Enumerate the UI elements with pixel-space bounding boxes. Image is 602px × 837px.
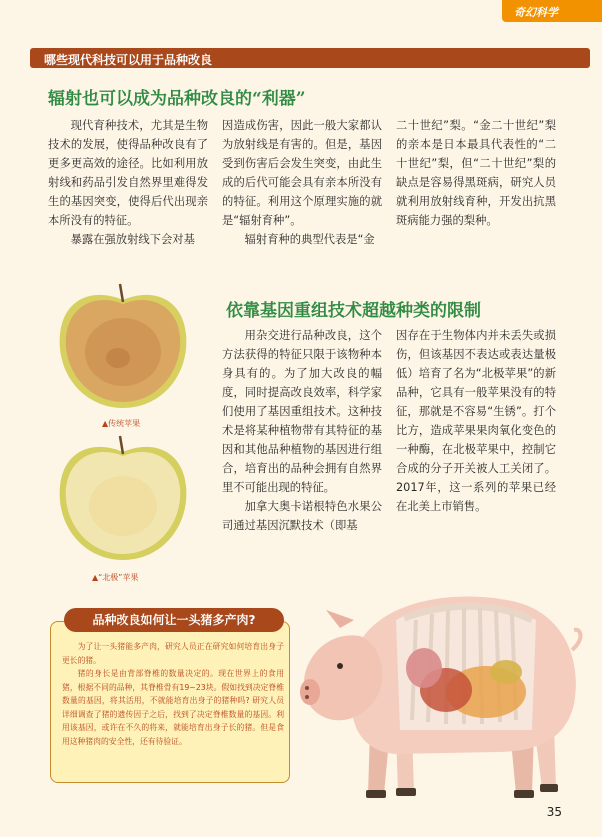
article1-title: 辐射也可以成为品种改良的“利器” (48, 89, 306, 109)
pig-sidebar-text (62, 640, 284, 748)
paragraph: 猪的身长是由背部脊椎的数量决定的。现在世界上的食用猪，根据不同的品种，其脊椎骨有19~23块。假如找到决定脊椎数量的基因，将其活用，不就能培育出身子的猪种吗? 研究人员详细调查了猪的遗传因子之后，找到了决定脊椎数量的基因。利用该基因，或许在不久的将来，就能培育出身子长的猪。但是食用这种猪肉的安全性，还有待验证。 (62, 669, 284, 746)
brand-tab (502, 0, 602, 22)
section-title: 哪些现代科技可以用于品种改良 (44, 53, 213, 67)
arctic-apple-image (56, 434, 190, 564)
arctic-apple-caption: ▲“北极”苹果 (92, 573, 139, 582)
page-number: 35 (546, 805, 562, 819)
paragraph: 现代育种技术，尤其是生物技术的发展，使得品种改良有了更多更高效的途径。比如利用放射线和药品引发自然界里难得发生的基因突变，使得后代出现亲本所没有的特征。 (48, 119, 208, 227)
paragraph: 二十世纪”梨。“金二十世纪”梨的亲本是日本最具代表性的“二十世纪”梨，但“二十世纪”梨的缺点是容易得黑斑病，研究人员就利用放射线育种，开发出抗黑斑病能力强的梨种。 (396, 119, 556, 227)
article2-column-1 (222, 326, 382, 535)
paragraph: 因存在于生物体内并未丢失或损伤，但该基因不表达或表达量极低）培育了名为“北极苹果”的新品种，它具有一般苹果没有的特征，那就是不容易“生锈”。打个比方，造成苹果果肉氧化变色的一种酶，在北极苹果中，控制它合成的分子开关被人工关闭了。2017年，这一系列的苹果已经在北美上市销售。 (396, 329, 556, 513)
paragraph: 用杂交进行品种改良，这个方法获得的特征只限于该物种本身具有的。为了加大改良的幅度，同时提高改良效率，科学家们使用了基因重组技术。这种技术是将某种植物带有其特征的基因和其他品种植物的基因进行组合，培育出的品种会拥有自然界里不可能出现的特征。 (222, 329, 382, 494)
traditional-apple-caption: ▲传统苹果 (102, 419, 141, 428)
pig-anatomy-image (296, 580, 586, 805)
section-header-bar (30, 48, 590, 68)
paragraph: 暴露在强放射线下会对基 (70, 233, 195, 246)
article2-title: 依靠基因重组技术超越种类的限制 (226, 301, 481, 321)
brand-label: 奇幻科学 (514, 6, 558, 19)
paragraph: 为了让一头猪能多产肉，研究人员正在研究如何培育出身子更长的猪。 (62, 642, 284, 665)
paragraph: 加拿大奥卡诺根特色水果公司通过基因沉默技术（即基 (222, 500, 382, 532)
article2-column-2 (396, 326, 556, 516)
article1-column-1 (48, 116, 208, 249)
article1-column-2 (222, 116, 382, 249)
pig-sidebar-title: 品种改良如何让一头猪多产肉? (64, 608, 284, 632)
paragraph: 辐射育种的典型代表是“金 (244, 233, 375, 246)
paragraph: 因造成伤害，因此一般大家都认为放射线是有害的。但是，基因受到伤害后会发生突变，由此生成的后代可能会具有亲本所没有的特征。利用这个原理实施的就是“辐射育种”。 (222, 119, 382, 227)
traditional-apple-image (56, 282, 190, 412)
article1-column-3 (396, 116, 556, 230)
